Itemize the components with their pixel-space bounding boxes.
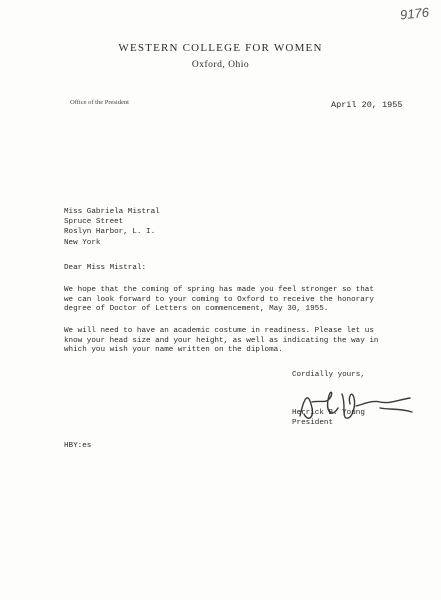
letterhead-city: Oxford, Ohio [191, 60, 250, 70]
archive-number: 9176 [399, 4, 430, 23]
recipient-state: New York [64, 238, 101, 247]
letterhead-college-name: WESTERN COLLEGE FOR WOMEN [118, 42, 323, 54]
signer-title: President [292, 419, 334, 427]
paragraph-1-line: degree of Doctor of Letters on commencement, May 30, 1955. [64, 305, 329, 314]
reference-initials: HBY:es [64, 442, 92, 450]
letter-date: April 20, 1955 [331, 100, 403, 110]
recipient-town: Roslyn Harbor, L. I. [64, 228, 156, 237]
paragraph-1-line: we can look forward to your coming to Oxford to receive the honorary [64, 295, 374, 304]
recipient-address [64, 208, 160, 249]
paragraph-1 [64, 286, 424, 315]
paragraph-2-line: know your head size and your height, as well as indicating the way in [64, 336, 379, 345]
office-line: Office of the President [70, 99, 129, 106]
paragraph-2-line: We will need to have an academic costume in readiness. Please let us [64, 327, 374, 335]
recipient-name: Miss Gabriela Mistral [64, 208, 160, 216]
closing: Cordially yours, [292, 371, 365, 379]
signer-name: Herrick B. Young [292, 409, 365, 417]
salutation: Dear Miss Mistral: [64, 264, 147, 272]
paragraph-2 [64, 327, 424, 356]
paragraph-2-line: which you wish your name written on the diploma. [64, 346, 283, 355]
paragraph-1-line: We hope that the coming of spring has made you feel stronger so that [64, 286, 374, 294]
recipient-street: Spruce Street [64, 218, 124, 227]
signature-block [292, 409, 365, 429]
